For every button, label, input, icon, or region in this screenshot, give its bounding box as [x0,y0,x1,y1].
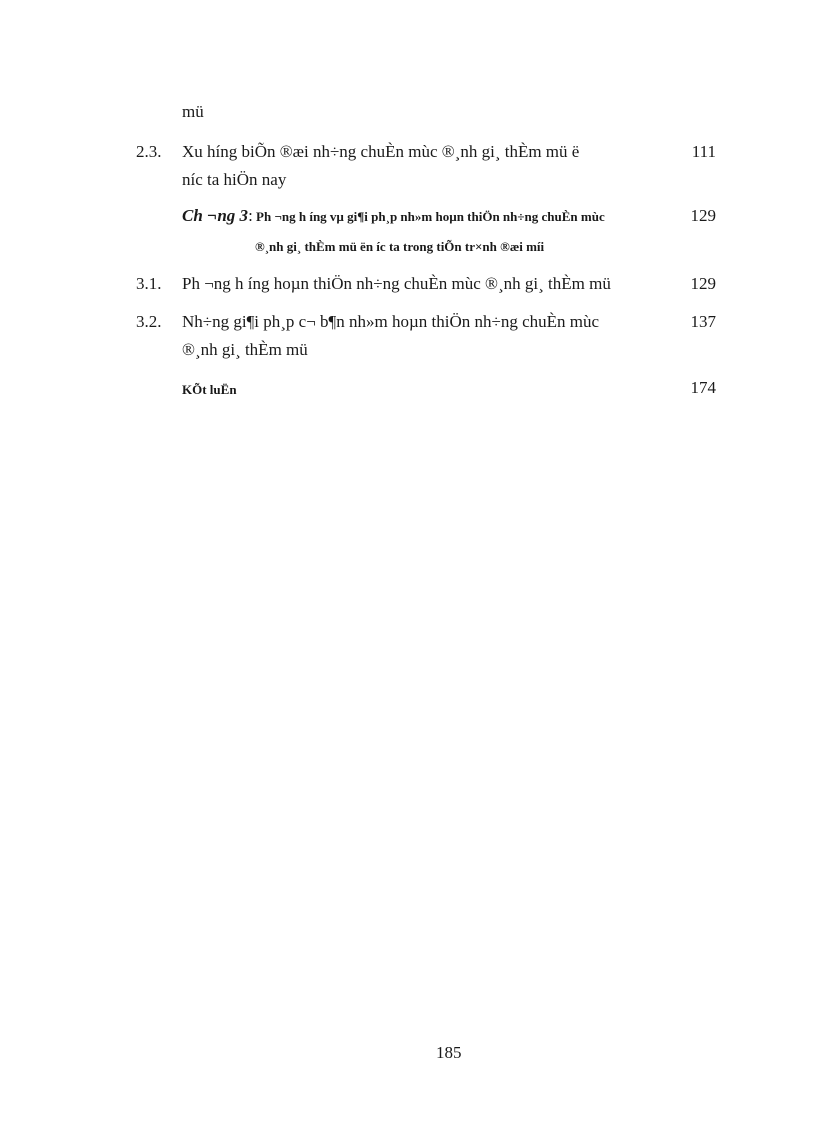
toc-conclusion: KÕt luËn [182,382,237,397]
toc-entry-3-1-number: 3.1. [136,274,162,293]
page-number: 185 [436,1043,462,1062]
toc-entry-3-2-number: 3.2. [136,312,162,331]
toc-entry-2-3-number: 2.3. [136,142,162,161]
toc-entry-2-3-line2: níc ta hiÖn nay [182,170,287,189]
toc-entry-3-2-line2: ®¸nh gi¸ thÈm mü [182,340,308,359]
toc-entry-3-1-page: 129 [690,274,716,293]
toc-entry-2-3-page: 111 [691,142,716,161]
toc-chapter-3-title-line2: ®¸nh gi¸ thÈm mü ën íc ta trong tiÕn tr×nh ®æi míi [255,239,545,254]
toc-conclusion-page: 174 [690,378,716,397]
toc-entry-3-1-text: Ph ¬ng h íng hoµn thiÖn nh÷ng chuÈn mùc ®¸nh gi¸ thÈm mü [182,274,611,293]
toc-chapter-3-label: Ch ¬ng 3 [182,206,249,225]
toc-chapter-3-page: 129 [690,206,716,225]
toc-entry-2-3-line1: Xu híng biÕn ®æi nh÷ng chuÈn mùc ®¸nh gi¸ thÈm mü ë [182,142,580,161]
toc-entry-3-2-page: 137 [690,312,716,331]
toc-chapter-3-heading [182,206,605,227]
toc-chapter-3-title-line1: Ph ¬ng h íng vµ gi¶i ph¸p nh»m hoµn thiÖn nh÷ng chuÈn mùc [256,209,605,224]
toc-entry-3-2-line1: Nh÷ng gi¶i ph¸p c¬ b¶n nh»m hoµn thiÖn nh÷ng chuÈn mùc [182,312,600,331]
toc-carry-line: mü [182,102,204,121]
toc-chapter-3-colon: : [248,206,253,225]
